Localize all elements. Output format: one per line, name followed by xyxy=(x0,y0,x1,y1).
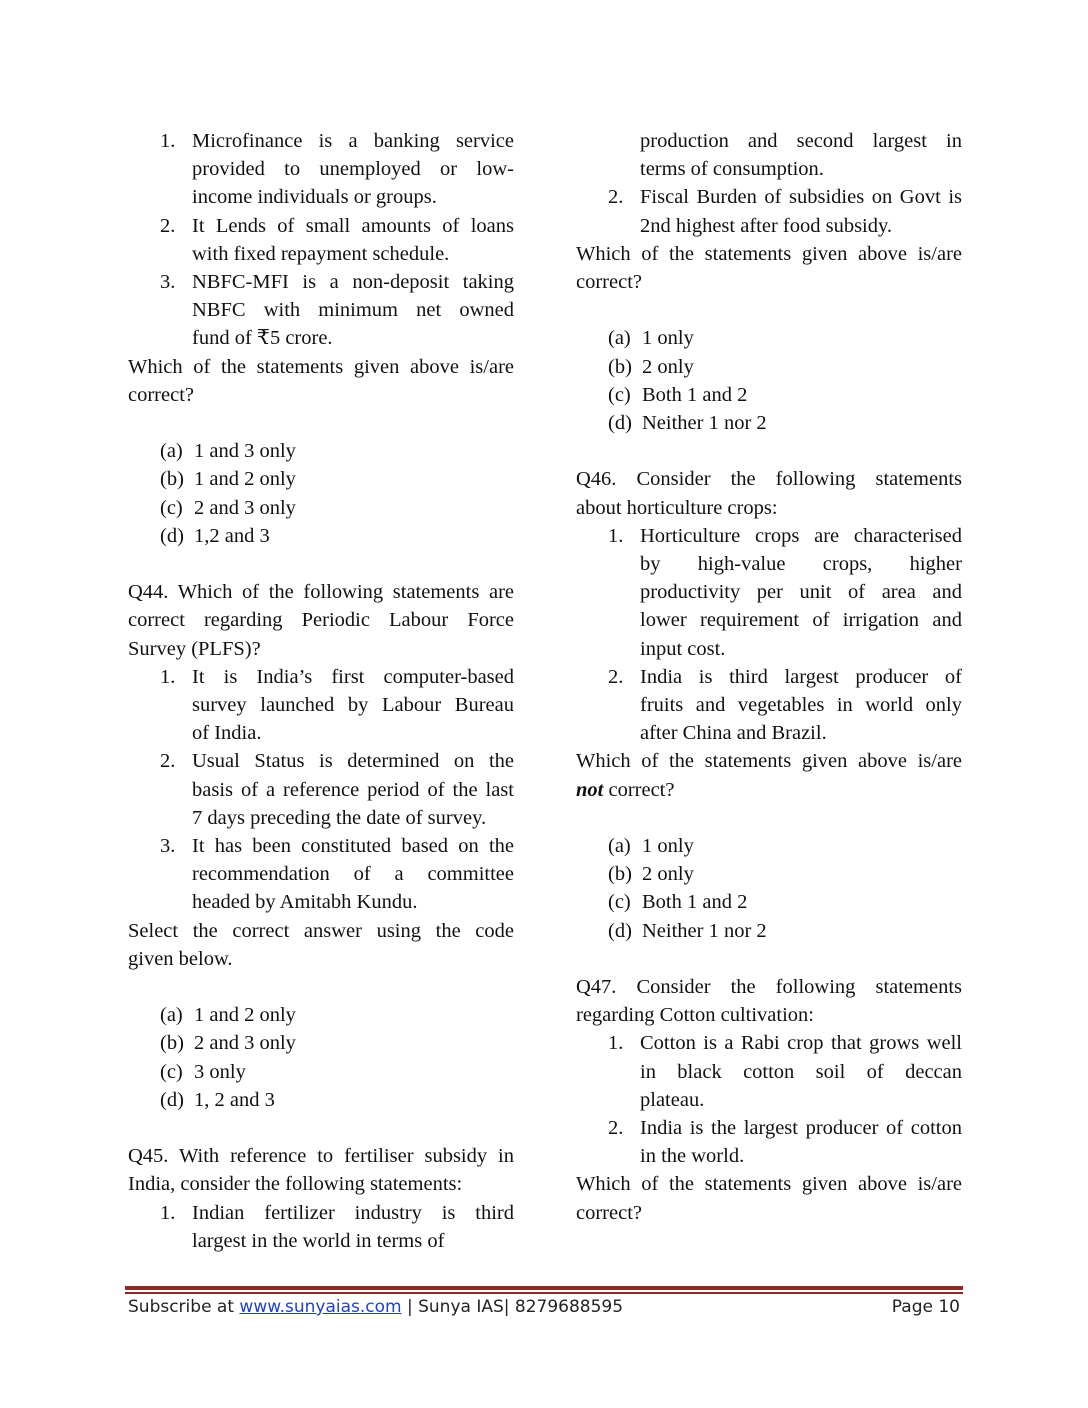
text-line: Q45. With reference to fertiliser subsidy in xyxy=(128,1145,514,1168)
text-line: by high-value crops, higher xyxy=(640,553,962,576)
answer-option xyxy=(128,1029,514,1057)
q46-statements xyxy=(576,522,962,748)
option-text: 1,2 and 3 xyxy=(194,524,270,547)
answer-option xyxy=(576,381,962,409)
text-line: It has been constituted based on the xyxy=(192,835,514,858)
text-line: correct? xyxy=(576,1201,642,1224)
text-line: survey launched by Labour Bureau xyxy=(192,694,514,717)
statement-number: 2. xyxy=(608,186,624,209)
statement-item xyxy=(128,747,514,832)
text-line: terms of consumption. xyxy=(640,158,824,181)
text-line: largest in the world in terms of xyxy=(192,1229,445,1252)
option-text: 1, 2 and 3 xyxy=(194,1088,275,1111)
q44-statements xyxy=(128,663,514,917)
right-column xyxy=(576,127,962,1227)
text-line: Which of the statements given above is/are xyxy=(576,242,962,265)
text-line: Which of the statements given above is/are xyxy=(128,355,514,378)
option-label: (a) xyxy=(608,835,631,858)
page-number: Page 10 xyxy=(891,1297,960,1317)
statement-number: 1. xyxy=(160,1201,176,1224)
text-line: of India. xyxy=(192,722,262,745)
statement-number: 2. xyxy=(608,665,624,688)
statement-number: 3. xyxy=(160,835,176,858)
statement-number: 1. xyxy=(608,1032,624,1055)
option-text: Neither 1 nor 2 xyxy=(642,919,767,942)
text-line: given below. xyxy=(128,947,233,970)
statement-item xyxy=(128,1199,514,1255)
answer-option xyxy=(128,522,514,550)
text-line: Fiscal Burden of subsidies on Govt is xyxy=(640,186,962,209)
text-line: NBFC-MFI is a non-deposit taking xyxy=(192,271,514,294)
q46-question xyxy=(576,465,962,521)
statement-item xyxy=(128,212,514,268)
option-label: (d) xyxy=(608,412,632,435)
option-label: (b) xyxy=(160,468,184,491)
statement-item xyxy=(576,183,962,239)
text-line: India is the largest producer of cotton xyxy=(640,1117,962,1140)
q46-options xyxy=(576,832,962,945)
text-line: 2nd highest after food subsidy. xyxy=(640,214,893,237)
text-line: in the world. xyxy=(640,1145,745,1168)
text-line: basis of a reference period of the last xyxy=(192,778,514,801)
q47-statements xyxy=(576,1029,962,1170)
text-line: fund of ₹5 crore. xyxy=(192,327,333,350)
q46-prompt xyxy=(576,747,962,803)
option-text: 1 and 2 only xyxy=(194,1004,296,1027)
text-line: production and second largest in xyxy=(640,130,962,152)
answer-option xyxy=(576,888,962,916)
option-label: (b) xyxy=(160,1032,184,1055)
text-line: regarding Cotton cultivation: xyxy=(576,1004,814,1027)
option-label: (c) xyxy=(608,383,631,406)
q47-prompt xyxy=(576,1170,962,1226)
statement-item xyxy=(128,832,514,917)
statement-item xyxy=(576,663,962,748)
statement-item xyxy=(128,663,514,748)
option-label: (d) xyxy=(608,919,632,942)
footer-suffix: | Sunya IAS| 8279688595 xyxy=(401,1297,624,1317)
text-line: It Lends of small amounts of loans xyxy=(192,214,514,237)
text-line: India, consider the following statements: xyxy=(128,1173,463,1196)
statement-number: 3. xyxy=(160,271,176,294)
option-text: 2 and 3 only xyxy=(194,496,296,519)
statement-number: 1. xyxy=(160,130,176,152)
text-line: Indian fertilizer industry is third xyxy=(192,1201,514,1224)
q46-prompt-rest: correct? xyxy=(603,778,675,801)
option-text: 1 only xyxy=(642,327,694,350)
statement-item xyxy=(128,268,514,353)
option-label: (c) xyxy=(608,891,631,914)
answer-option xyxy=(128,1086,514,1114)
option-text: Neither 1 nor 2 xyxy=(642,412,767,435)
left-column xyxy=(128,127,514,1255)
answer-option xyxy=(576,353,962,381)
text-line: India is third largest producer of xyxy=(640,665,962,688)
option-text: Both 1 and 2 xyxy=(642,383,748,406)
text-line: Cotton is a Rabi crop that grows well xyxy=(640,1032,962,1055)
q43-statements xyxy=(128,127,514,353)
option-label: (c) xyxy=(160,496,183,519)
text-line: Microfinance is a banking service xyxy=(192,130,514,152)
text-line: fruits and vegetables in world only xyxy=(640,694,962,717)
text-line: Survey (PLFS)? xyxy=(128,637,261,660)
statement-number: 1. xyxy=(608,524,624,547)
answer-option xyxy=(576,860,962,888)
text-line: after China and Brazil. xyxy=(640,722,827,745)
answer-option xyxy=(576,409,962,437)
option-label: (a) xyxy=(160,1004,183,1027)
option-label: (d) xyxy=(160,1088,184,1111)
text-line: Select the correct answer using the code xyxy=(128,919,514,942)
option-label: (a) xyxy=(608,327,631,350)
option-label: (b) xyxy=(608,863,632,886)
option-text: 2 only xyxy=(642,863,694,886)
option-label: (a) xyxy=(160,440,183,463)
q47-question xyxy=(576,973,962,1029)
text-line: correct regarding Periodic Labour Force xyxy=(128,609,514,632)
statement-item xyxy=(576,1114,962,1170)
answer-option xyxy=(128,494,514,522)
text-line: income individuals or groups. xyxy=(192,186,437,209)
text-line: correct? xyxy=(576,271,642,294)
text-line: recommendation of a committee xyxy=(192,863,514,886)
statement-number: 2. xyxy=(160,214,176,237)
q44-options xyxy=(128,1001,514,1114)
text-line: with fixed repayment schedule. xyxy=(192,242,450,265)
text-line: Horticulture crops are characterised xyxy=(640,524,962,547)
page-footer xyxy=(128,1297,960,1317)
q43-options xyxy=(128,437,514,550)
list-item xyxy=(576,127,962,183)
statement-item xyxy=(576,522,962,663)
answer-option xyxy=(576,917,962,945)
q45-options xyxy=(576,324,962,437)
answer-option xyxy=(576,324,962,352)
answer-option xyxy=(576,832,962,860)
statement-number: 1. xyxy=(160,665,176,688)
text-line: Q46. Consider the following statements xyxy=(576,468,962,491)
text-line: NBFC with minimum net owned xyxy=(192,299,514,322)
option-text: 1 and 3 only xyxy=(194,440,296,463)
answer-option xyxy=(128,465,514,493)
answer-option xyxy=(128,1001,514,1029)
q45-statements-part1 xyxy=(128,1199,514,1255)
text-line: lower requirement of irrigation and xyxy=(640,609,962,632)
answer-option xyxy=(128,437,514,465)
option-label: (c) xyxy=(160,1060,183,1083)
option-text: 3 only xyxy=(194,1060,246,1083)
text-line: plateau. xyxy=(640,1088,705,1111)
text-line: input cost. xyxy=(640,637,726,660)
option-text: 1 and 2 only xyxy=(194,468,296,491)
statement-number: 2. xyxy=(608,1117,624,1140)
footer-divider-thick xyxy=(125,1286,963,1290)
q45-question xyxy=(128,1142,514,1198)
text-line: Q47. Consider the following statements xyxy=(576,976,962,999)
option-text: 2 and 3 only xyxy=(194,1032,296,1055)
text-line: 7 days preceding the date of survey. xyxy=(192,806,487,829)
q45-statements-part2 xyxy=(576,183,962,239)
text-line: in black cotton soil of deccan xyxy=(640,1060,962,1083)
statement-item xyxy=(576,1029,962,1114)
option-text: 2 only xyxy=(642,355,694,378)
text-line: Usual Status is determined on the xyxy=(192,750,514,773)
q43-prompt xyxy=(128,353,514,409)
q45-statement1-continued xyxy=(576,127,962,183)
option-text: 1 only xyxy=(642,835,694,858)
statement-number: 2. xyxy=(160,750,176,773)
text-line: correct? xyxy=(128,383,194,406)
text-line: headed by Amitabh Kundu. xyxy=(192,891,418,914)
option-text: Both 1 and 2 xyxy=(642,891,748,914)
text-line: Which of the statements given above is/are xyxy=(576,1173,962,1196)
footer-website-link[interactable]: www.sunyaias.com xyxy=(239,1297,402,1317)
option-label: (d) xyxy=(160,524,184,547)
text-line: about horticulture crops: xyxy=(576,496,778,519)
text-line: It is India’s first computer-based xyxy=(192,665,514,688)
footer-prefix: Subscribe at xyxy=(128,1297,240,1317)
text-line: provided to unemployed or low- xyxy=(192,158,514,181)
text-line: Q44. Which of the following statements are xyxy=(128,581,514,604)
q44-prompt xyxy=(128,917,514,973)
statement-item xyxy=(128,127,514,212)
q45-prompt xyxy=(576,240,962,296)
text-line: productivity per unit of area and xyxy=(640,581,962,604)
option-label: (b) xyxy=(608,355,632,378)
q44-question xyxy=(128,578,514,663)
answer-option xyxy=(128,1058,514,1086)
q46-prompt-line1: Which of the statements given above is/are xyxy=(576,750,962,773)
q46-prompt-not: not xyxy=(576,778,604,801)
footer-divider-thin xyxy=(125,1292,963,1294)
